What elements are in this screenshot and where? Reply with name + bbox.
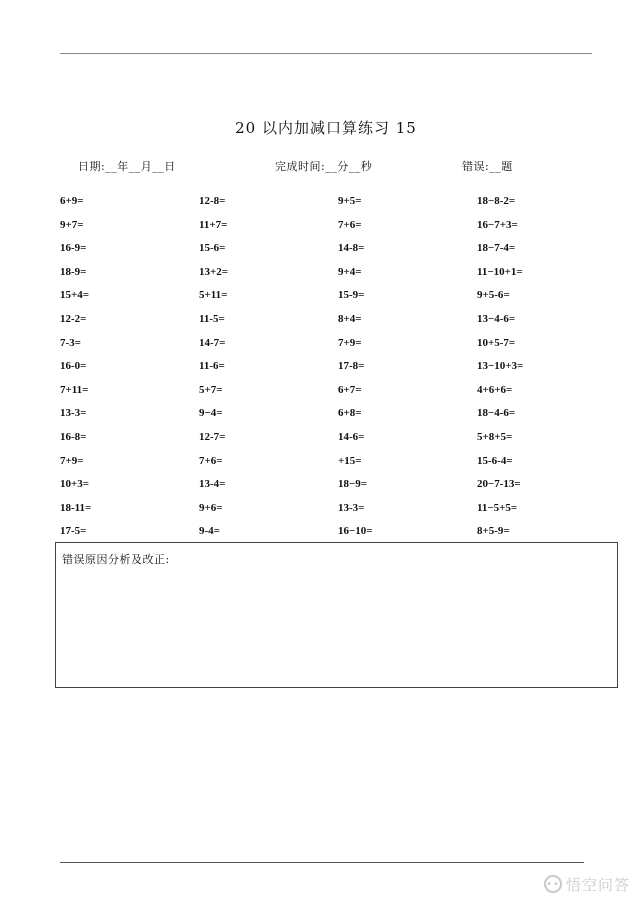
error-count-label: 错误:__题 [462,160,513,173]
problem-item: 17-8= [338,360,365,373]
problem-item: 9+5= [338,195,362,207]
problem-row [60,453,620,477]
problem-item: 6+9= [60,195,84,207]
problem-item: 15-6= [199,242,226,255]
problem-item: 13-4= [199,478,226,491]
date-field-label: 日期:__年__月__日 [78,160,176,173]
problem-item: 9−4= [199,407,223,420]
problem-item: 7+9= [60,454,84,467]
problem-row [60,429,620,453]
problem-item: 13−4-6= [477,312,516,325]
problem-item: 18-9= [60,265,87,278]
problem-item: 13+2= [199,265,229,278]
problem-row [60,217,620,241]
problem-item: 18−4-6= [477,407,516,420]
problem-row [60,500,620,524]
problem-item: 6+7= [338,383,362,396]
problem-item: 12-2= [60,312,87,325]
footer-rule [60,862,584,863]
problem-item: 10+3= [60,478,90,491]
problem-item: 13-3= [338,501,365,514]
problem-item: 18-11= [60,501,92,514]
problem-row [60,311,620,335]
watermark-text: 悟空问答 [565,875,630,894]
problem-item: 16-9= [60,242,87,255]
problem-item: 9+4= [338,265,362,278]
problem-item: 16-0= [60,360,87,373]
problem-item: 17-5= [60,525,87,538]
problem-item: 20−7-13= [477,478,521,491]
problem-row [60,405,620,429]
problem-item: 18−8-2= [477,195,516,207]
problem-item: 9+6= [199,501,223,514]
problem-item: 5+8+5= [477,430,513,443]
problem-item: 13−10+3= [477,360,524,373]
page-title: 20 以内加减口算练习 15 [235,119,417,137]
problem-item: 15-9= [338,289,365,302]
problem-item: 7+11= [60,383,89,396]
error-analysis-box [55,542,618,688]
header-rule [60,53,592,54]
problem-item: 11+7= [199,218,228,231]
speech-bubble-icon: •• [544,875,562,893]
problem-item: 5+11= [199,289,228,302]
problem-item: 14-7= [199,336,226,349]
problem-item: 12-8= [199,195,226,207]
problem-item: 14-8= [338,242,365,255]
problem-item: 16-8= [60,430,87,443]
problem-item: 11-6= [199,360,225,373]
problem-item: 11−10+1= [477,265,523,278]
problem-item: 9+7= [60,218,84,231]
problem-row [60,193,620,217]
problem-item: 16−10= [338,525,373,538]
problem-item: 9+5-6= [477,289,510,302]
time-field-label: 完成时间:__分__秒 [275,160,373,173]
problem-item: 6+8= [338,407,362,420]
problem-item: 14-6= [338,430,365,443]
problem-item: 7-3= [60,336,81,349]
watermark [544,872,630,896]
problem-row [60,382,620,406]
problem-item: 11-5= [199,312,225,325]
problem-item: 18−7-4= [477,242,516,255]
problem-item: 10+5-7= [477,336,516,349]
problem-row [60,335,620,359]
problem-item: 18−9= [338,478,368,491]
problem-item: 11−5+5= [477,501,518,514]
problem-item: 5+7= [199,383,223,396]
problem-row [60,264,620,288]
problem-item: 13-3= [60,407,87,420]
problem-row [60,240,620,264]
problem-item: 15+4= [60,289,90,302]
problem-item: 12-7= [199,430,226,443]
error-analysis-label: 错误原因分析及改正: [62,553,170,566]
problem-item: 7+6= [338,218,362,231]
problem-item: 15-6-4= [477,454,513,467]
problem-item: 4+6+6= [477,383,513,396]
problem-item: +15= [338,454,362,467]
problem-item: 8+4= [338,312,362,325]
problem-row [60,358,620,382]
problem-row [60,476,620,500]
problem-grid [60,193,620,547]
problem-item: 16−7+3= [477,218,518,231]
problem-item: 8+5-9= [477,525,510,538]
problem-item: 7+9= [338,336,362,349]
problem-item: 9-4= [199,525,220,538]
problem-row [60,287,620,311]
problem-item: 7+6= [199,454,223,467]
